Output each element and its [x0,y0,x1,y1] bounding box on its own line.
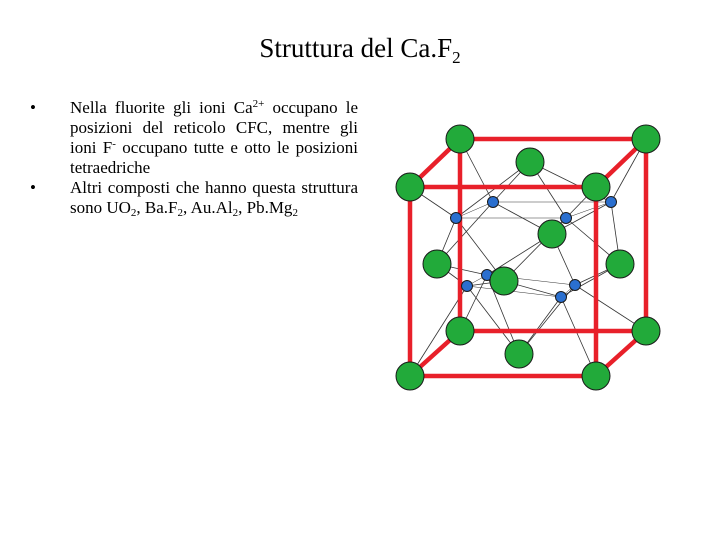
bullet-item: • Altri composti che hanno questa struttura sono $UO_2$, $Ba.F_2$, $Au.Al_2$, $Pb.Mg_2$ [30,178,358,219]
slide-title: Struttura del $Ca.F_2$ [259,33,461,67]
f-ion [556,292,567,303]
ca-ion [606,250,634,278]
ca-ion [505,340,533,368]
ca-ion [446,317,474,345]
bullet-item: • Nella fluorite gli ioni $Ca^{2+}$ occupano le posizioni del reticolo CFC, mentre gli ioni F- occupano tutte e otto le posizioni tetraedriche [30,98,358,177]
ca-ion [516,148,544,176]
ca-ion [396,173,424,201]
ca-ion [490,267,518,295]
f-ion [606,197,617,208]
f-ion [570,280,581,291]
f-ion [488,197,499,208]
bond-line [566,202,611,218]
ca-ion [538,220,566,248]
ca-ion [396,362,424,390]
ca-ion [423,250,451,278]
ca-ion [582,362,610,390]
ca-ion [632,125,660,153]
f-ion [561,213,572,224]
ca-ion [582,173,610,201]
ca-ion [632,317,660,345]
f-ion [462,281,473,292]
bullet-marker: • [30,178,36,197]
f-ion [451,213,462,224]
ca-ion [446,125,474,153]
bullet-marker: • [30,98,36,117]
